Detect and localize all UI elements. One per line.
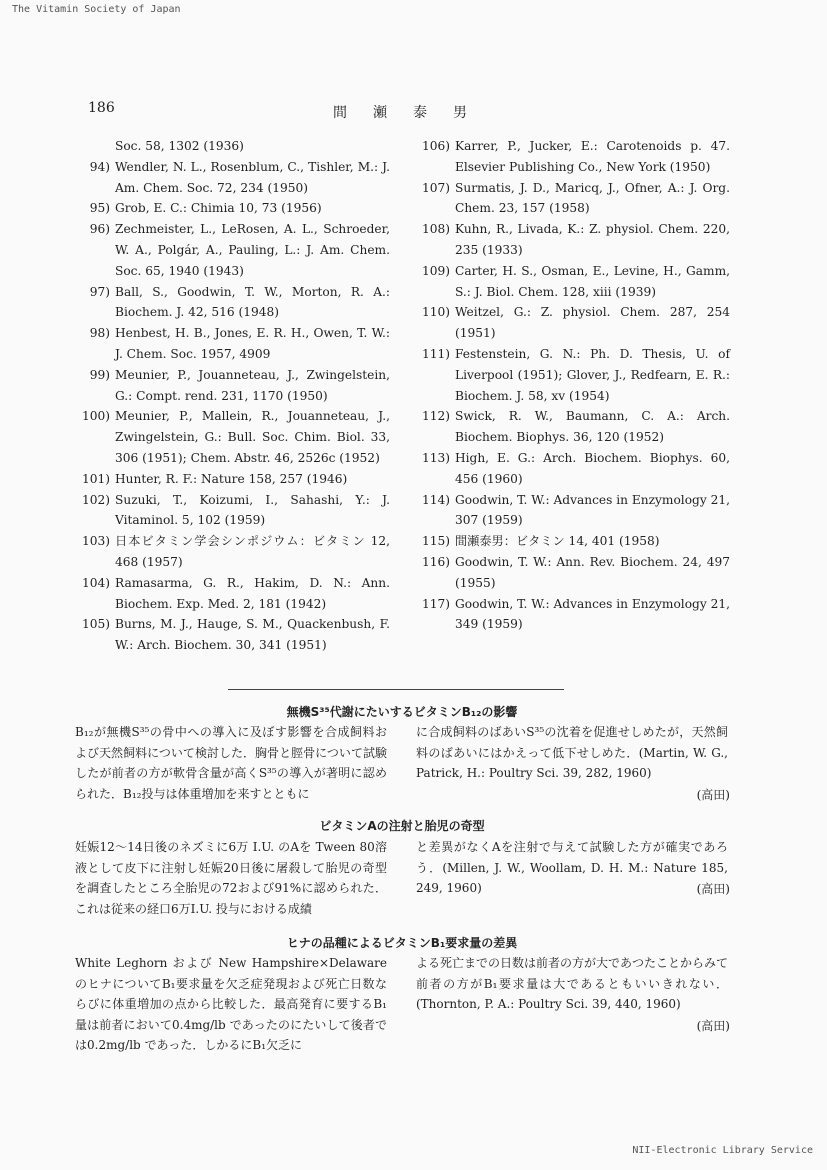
references-left-column <box>72 136 390 656</box>
reference-text: Zechmeister, L., LeRosen, A. L., Schroeder, W. A., Polgár, A., Pauling, L.: J. Am. Chem. Soc. 65, 1940 (1943) <box>115 222 390 278</box>
reference-number: 114) <box>421 492 450 507</box>
reference-entry <box>72 365 390 407</box>
reference-entry <box>72 136 390 157</box>
reference-number: 116) <box>421 554 450 569</box>
reference-number: 106) <box>421 139 450 153</box>
reference-entry <box>412 136 730 178</box>
abstract-body-left: White Leghorn および New Hampshire×Delaware のヒナについてB₁要求量を欠乏症発現および死亡日数ならびに体重増加の点から比較した．最高発育に要するB₁量は前者において0.4mg/lb であったのにたいして後者では0.2mg/lb であった．しかるにB₁欠乏に <box>75 956 387 1053</box>
reference-text: Festenstein, G. N.: Ph. D. Thesis, U. of Liverpool (1951); Glover, J., Redfearn, E. R.: Biochem. J. 58, xv (1954) <box>455 346 730 403</box>
reference-number: 109) <box>421 263 450 278</box>
reference-text: Carter, H. S., Osman, E., Levine, H., Gamm, S.: J. Biol. Chem. 128, xiii (1939) <box>455 263 730 299</box>
reference-text: 間瀬泰男：ビタミン 14, 401 (1958) <box>455 534 660 549</box>
reference-entry <box>72 469 390 490</box>
reference-entry <box>72 573 390 615</box>
reference-entry <box>412 406 730 448</box>
service-footer: NII-Electronic Library Service <box>632 1145 813 1156</box>
reference-number: 102) <box>81 492 110 507</box>
reference-number: 117) <box>421 596 450 611</box>
reference-number: 103) <box>81 534 110 549</box>
reference-number: 105) <box>81 617 110 632</box>
abstract-credit: (高田) <box>696 788 730 802</box>
reference-number: 113) <box>421 450 450 465</box>
reference-text: Kuhn, R., Livada, K.: Z. physiol. Chem. 220, 235 (1933) <box>455 222 730 257</box>
reference-entry <box>72 531 390 573</box>
reference-entry <box>412 594 730 636</box>
reference-entry <box>412 302 730 344</box>
reference-text: Meunier, P., Jouanneteau, J., Zwingelstein, G.: Compt. rend. 231, 1170 (1950) <box>115 367 390 403</box>
abstract-body-right: に合成飼料のばあいS³⁵の沈着を促進せしめたが，天然飼料のばあいにはかえって低下せしめた．(Martin, W. G., Patrick, H.: Poultry Sci. 39, 282, 1960) <box>416 725 728 781</box>
reference-number: 108) <box>421 222 450 237</box>
abstract-title: 無機S³⁵代謝にたいするビタミンB₁₂の影響 <box>286 705 518 719</box>
reference-entry <box>72 406 390 468</box>
reference-number: 104) <box>81 575 110 590</box>
reference-entry <box>412 219 730 261</box>
reference-text: Suzuki, T., Koizumi, I., Sahashi, Y.: J. Vitaminol. 5, 102 (1959) <box>115 492 390 528</box>
reference-text: Weitzel, G.: Z. physiol. Chem. 287, 254 (1951) <box>455 305 730 341</box>
reference-number: 99) <box>89 367 110 382</box>
reference-entry <box>72 198 390 219</box>
reference-number: 107) <box>421 180 450 195</box>
reference-entry <box>412 552 730 594</box>
reference-text: Burns, M. J., Hauge, S. M., Quackenbush, F. W.: Arch. Biochem. 30, 341 (1951) <box>115 617 390 653</box>
reference-text: Goodwin, T. W.: Advances in Enzymology 21, 307 (1959) <box>455 492 730 528</box>
reference-entry <box>412 448 730 490</box>
reference-entry <box>72 614 390 656</box>
reference-text: Hunter, R. F.: Nature 158, 257 (1946) <box>115 471 348 486</box>
reference-number: 95) <box>89 201 110 216</box>
reference-text: Surmatis, J. D., Maricq, J., Ofner, A.: J. Org. Chem. 23, 157 (1958) <box>455 180 730 216</box>
reference-number <box>72 136 115 157</box>
abstract-body-right: と差異がなくAを注射で与えて試験した方が確実であろう．(Millen, J. W., Woollam, D. H. M.: Nature 185, 249, 1960) <box>416 840 728 896</box>
reference-number: 110) <box>421 305 450 320</box>
reference-text: Ramasarma, G. R., Hakim, D. N.: Ann. Biochem. Exp. Med. 2, 181 (1942) <box>115 575 390 611</box>
reference-number: 96) <box>89 222 110 237</box>
reference-entry <box>72 323 390 365</box>
reference-text: Wendler, N. L., Rosenblum, C., Tishler, M.: J. Am. Chem. Soc. 72, 234 (1950) <box>115 159 390 195</box>
reference-number: 100) <box>81 409 110 424</box>
reference-entry <box>72 490 390 532</box>
reference-text: Ball, S., Goodwin, T. W., Morton, R. A.: Biochem. J. 42, 516 (1948) <box>115 284 390 320</box>
reference-number: 97) <box>89 284 110 299</box>
section-divider <box>228 689 564 690</box>
reference-text: Goodwin, T. W.: Advances in Enzymology 21, 349 (1959) <box>455 596 730 632</box>
running-title: 間瀬泰男 <box>333 105 493 121</box>
abstract-credit: (高田) <box>696 882 730 896</box>
reference-number: 112) <box>421 409 450 424</box>
reference-entry <box>412 344 730 406</box>
abstract-body-right: よる死亡までの日数は前者の方が大であつたことからみて前者の方がB₁要求量は大であるともいいきれない．(Thornton, P. A.: Poultry Sci. 39, 440, 1960) <box>416 956 729 1012</box>
abstract-body-left: 妊娠12〜14日後のネズミに6万 I.U. のAを Tween 80溶液として皮下に注射し妊娠20日後に屠殺して胎児の奇型を調査したところ全胎児の72および91%に認められた．これは従来の経口6万I.U. 投与における成績 <box>75 840 387 916</box>
reference-number: 115) <box>421 534 450 549</box>
abstract-title: ビタミンAの注射と胎児の奇型 <box>319 819 485 833</box>
reference-text: High, E. G.: Arch. Biochem. Biophys. 60, 456 (1960) <box>455 450 730 486</box>
reference-text: Soc. 58, 1302 (1936) <box>115 139 244 153</box>
reference-text: Karrer, P., Jucker, E.: Carotenoids p. 47. Elsevier Publishing Co., New York (1950) <box>455 139 730 174</box>
reference-entry <box>72 157 390 199</box>
reference-text: Swick, R. W., Baumann, C. A.: Arch. Biochem. Biophys. 36, 120 (1952) <box>455 409 730 445</box>
library-header: The Vitamin Society of Japan <box>12 4 181 15</box>
reference-text: Goodwin, T. W.: Ann. Rev. Biochem. 24, 497 (1955) <box>455 554 730 590</box>
reference-text: Henbest, H. B., Jones, E. R. H., Owen, T. W.: J. Chem. Soc. 1957, 4909 <box>115 326 390 361</box>
reference-number: 101) <box>81 471 110 486</box>
references-right-column <box>412 136 730 635</box>
reference-text: Meunier, P., Mallein, R., Jouanneteau, J., Zwingelstein, G.: Bull. Soc. Chim. Biol. 33, 306 (1951); Chem. Abstr. 46, 2526c (1952) <box>115 409 390 465</box>
abstract-body-left: B₁₂が無機S³⁵の骨中への導入に及ぼす影響を合成飼料および天然飼料について検討した．胸骨と脛骨について試験したが前者の方が軟骨含量が高くS³⁵の導入が著明に認められた．B₁₂投与は体重増加を来すとともに <box>75 725 387 801</box>
reference-entry <box>72 282 390 324</box>
reference-number: 98) <box>89 326 110 341</box>
reference-entry <box>72 219 390 281</box>
abstract-credit: (高田) <box>696 1019 730 1033</box>
reference-entry <box>412 178 730 220</box>
reference-entry <box>412 261 730 303</box>
reference-number: 111) <box>421 346 450 361</box>
reference-entry <box>412 531 730 552</box>
reference-text: Grob, E. C.: Chimia 10, 73 (1956) <box>115 201 322 216</box>
page-number: 186 <box>88 100 115 116</box>
reference-entry <box>412 490 730 532</box>
abstract-title: ヒナの品種によるビタミンB₁要求量の差異 <box>286 936 518 950</box>
reference-text: 日本ビタミン学会シンポジウム：ビタミン 12, 468 (1957) <box>115 534 390 569</box>
reference-number: 94) <box>89 159 110 174</box>
